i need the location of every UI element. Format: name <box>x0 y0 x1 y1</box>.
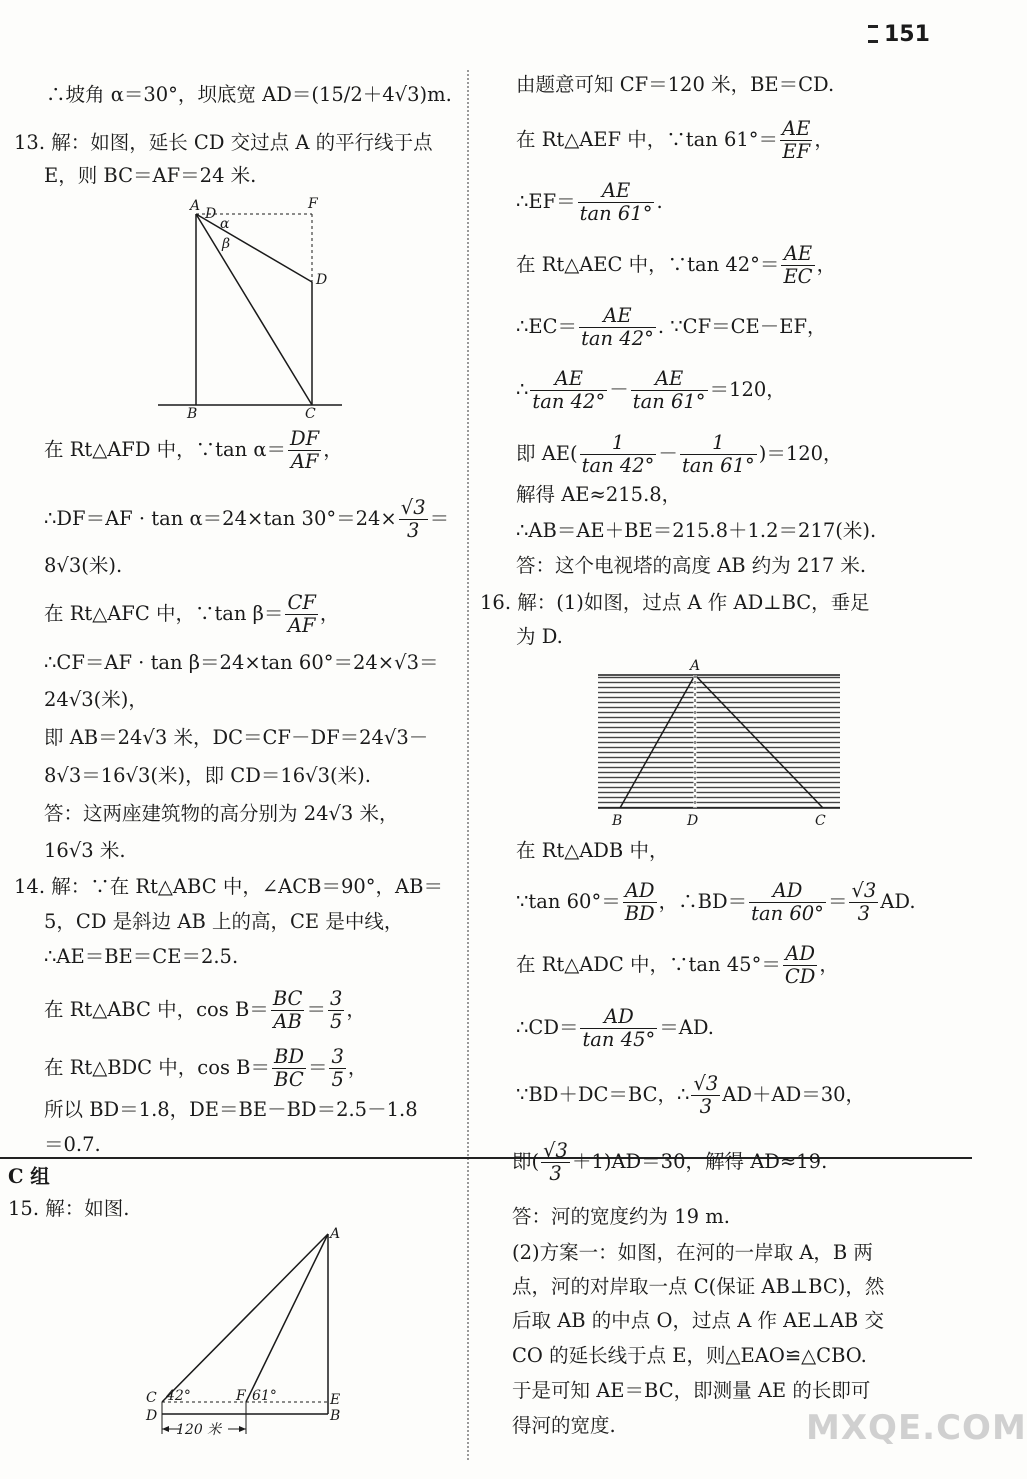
fig15-angle-42: 42° <box>166 1388 191 1404</box>
bd-den-2: tan 60° <box>751 902 824 925</box>
plan-line6: 得河的宽度. <box>512 1414 616 1437</box>
afc-end: ， <box>319 602 340 625</box>
adc-end: ， <box>819 953 839 976</box>
fig16-label-b: B <box>612 813 623 829</box>
afd-end: ， <box>323 438 343 461</box>
aec-num: AE <box>781 243 814 266</box>
bd-mid: ，∴BD＝ <box>658 890 748 913</box>
problem-13-heading: 13. 解：如图，延长 CD 交过点 A 的平行线于点 <box>14 131 433 154</box>
plan-line1: (2)方案一：如图，在河的一岸取 A，B 两 <box>512 1241 873 1264</box>
aef-end: ， <box>814 128 834 151</box>
afd-den: AF <box>290 450 319 473</box>
bd-eq: ＝ <box>827 890 848 913</box>
aec-tan-line <box>516 243 836 288</box>
df-den: 3 <box>406 519 420 542</box>
cd-text: ∴CD＝ <box>516 1016 579 1039</box>
cd-den: tan 45° <box>582 1028 656 1051</box>
fig16-label-a: A <box>690 658 701 674</box>
cos-abc-eq: ＝ <box>306 998 326 1021</box>
adc-num: AD <box>783 943 818 966</box>
aef-den: EF <box>782 140 811 163</box>
aef-tan-text: 在 Rt△AEF 中，∵tan 61°＝ <box>516 128 779 151</box>
factored-num-2: 1 <box>680 432 757 455</box>
adc-den: CD <box>784 965 816 988</box>
fig15-label-f: F <box>236 1388 246 1404</box>
aef-num: AE <box>782 117 811 140</box>
ef-end: . <box>656 190 663 213</box>
aec-fraction <box>781 243 814 288</box>
bd-fraction-2 <box>749 880 826 925</box>
problem-14-line2: 5，CD 是斜边 AB 上的高，CE 是中线， <box>44 910 404 933</box>
aef-tan-line <box>516 118 834 163</box>
figure-13 <box>150 192 350 422</box>
afc-fraction <box>285 592 317 637</box>
diff-fraction-1 <box>530 368 607 413</box>
afd-tan-line <box>44 428 343 473</box>
cos-abc-value <box>328 988 344 1033</box>
cos-bdc-eq: ＝ <box>307 1056 328 1079</box>
ec-den: tan 42° <box>581 327 654 350</box>
cos-abc-den: AB <box>273 1010 302 1033</box>
page-number: 151 <box>884 22 930 47</box>
ec-fraction <box>579 305 656 350</box>
adc-tan-text: 在 Rt△ADC 中，∵tan 45°＝ <box>516 953 781 976</box>
plan-line3: 后取 AB 的中点 O，过点 A 作 AE⊥AB 交 <box>512 1309 884 1332</box>
aec-den: EC <box>783 265 813 288</box>
factored-den-1: tan 42° <box>581 454 655 477</box>
factored-num-1: 1 <box>580 432 657 455</box>
aef-fraction <box>780 118 812 163</box>
df-line <box>44 497 449 542</box>
cos-abc-num: BC <box>272 987 303 1010</box>
factored-fraction-1 <box>580 432 657 477</box>
factored-start: 即 AE( <box>516 442 578 465</box>
answer-13-line2: 16√3 米. <box>44 839 126 862</box>
answer-16-1: 答：河的宽度约为 19 m. <box>512 1205 730 1228</box>
ec-end: . ∵CF＝CE－EF， <box>657 315 827 338</box>
bc-sum-line <box>516 1073 865 1118</box>
cd-num: AD <box>580 1006 657 1029</box>
ec-text: ∴EC＝ <box>516 315 578 338</box>
ab-line: 即 AB＝24√3 米，DC＝CF－DF＝24√3－ <box>44 726 429 749</box>
bc-sum-text: ∵BD＋DC＝BC，∴ <box>516 1083 690 1106</box>
factored-end: )＝120， <box>758 442 843 465</box>
problem-13-line2: E，则 BC＝AF＝24 米. <box>44 164 257 187</box>
adb-line: 在 Rt△ADB 中， <box>516 839 669 862</box>
fig16-label-c: C <box>815 813 826 829</box>
afc-tan-text: 在 Rt△AFC 中，∵tan β＝ <box>44 602 284 625</box>
cos-abc-value-den: 5 <box>329 1010 343 1033</box>
bd-fraction-1 <box>623 880 657 925</box>
cos-bdc-fraction <box>272 1046 306 1091</box>
fig13-label-c: C <box>305 406 316 422</box>
bd-den-1: BD <box>624 902 655 925</box>
afd-num: DF <box>290 427 320 450</box>
ef-den: tan 61° <box>579 202 653 225</box>
fig15-label-a: A <box>330 1226 341 1242</box>
fig15-label-d: D <box>146 1408 158 1424</box>
figure-16 <box>590 655 850 835</box>
afc-num: CF <box>287 591 316 614</box>
ad-solution-start: 即( <box>512 1150 540 1173</box>
diff-den-2: tan 61° <box>632 390 706 413</box>
cos-abc-text: 在 Rt△ABC 中，cos B＝ <box>44 998 269 1021</box>
diff-end: ＝120， <box>709 378 786 401</box>
adc-tan-line <box>516 943 839 988</box>
fig15-angle-61: 61° <box>252 1388 277 1404</box>
diff-den-1: tan 42° <box>532 390 606 413</box>
column-divider <box>467 70 469 1460</box>
bd-tan-text: ∵tan 60°＝ <box>516 890 621 913</box>
ab-total: ∴AB＝AE＋BE＝215.8＋1.2＝217(米). <box>516 519 877 542</box>
ae-result: 解得 AE≈215.8， <box>516 483 682 506</box>
ec-num: AE <box>579 305 656 328</box>
answer-13-line1: 答：这两座建筑物的高分别为 24√3 米， <box>44 802 399 825</box>
ef-text: ∴EF＝ <box>516 190 576 213</box>
df-num: √3 <box>400 496 426 519</box>
fig15-label-b: B <box>330 1408 341 1424</box>
plan-line4: CO 的延长线于点 E，则△EAO≌△CBO. <box>512 1344 867 1367</box>
ef-line <box>516 180 663 225</box>
afd-tan-text: 在 Rt△AFD 中，∵tan α＝ <box>44 438 287 461</box>
page-number-mark <box>868 25 878 43</box>
diff-num-1: AE <box>530 368 607 391</box>
answer-15: 答：这个电视塔的高度 AB 约为 217 米. <box>516 554 867 577</box>
cos-bdc-den: BC <box>274 1068 304 1091</box>
difference-equation <box>516 368 786 413</box>
adc-fraction <box>783 943 818 988</box>
cos-bdc-value-den: 5 <box>331 1068 344 1091</box>
cf-line: ∴CF＝AF · tan β＝24×tan 60°＝24×√3＝ <box>44 651 439 674</box>
bc-sum-end: AD＋AD＝30， <box>722 1083 866 1106</box>
problem-16-line2: 为 D. <box>516 625 563 648</box>
ec-line <box>516 305 827 350</box>
diff-num-2: AE <box>631 368 708 391</box>
figure-15 <box>140 1222 360 1447</box>
group-c-heading: C 组 <box>8 1165 50 1188</box>
plan-line5: 于是可知 AE＝BC，即测量 AE 的长即可 <box>512 1379 871 1402</box>
bc-sum-den: 3 <box>699 1095 713 1118</box>
cos-bdc-end: ， <box>347 1056 368 1079</box>
bc-sum-fraction <box>691 1073 720 1118</box>
fig13-label-d-small: D <box>205 206 217 222</box>
cd-end: ＝AD. <box>659 1016 714 1039</box>
cd-ad-line <box>516 1006 714 1051</box>
cos-bdc-value <box>329 1046 345 1091</box>
aec-tan-text: 在 Rt△AEC 中，∵tan 42°＝ <box>516 253 780 276</box>
ef-num: AE <box>578 180 655 203</box>
bd-de-line: 所以 BD＝1.8，DE＝BE－BD＝2.5－1.8 <box>44 1098 418 1121</box>
cos-bdc-text: 在 Rt△BDC 中，cos B＝ <box>44 1056 270 1079</box>
diff-minus: － <box>609 378 629 401</box>
bd-fraction-3 <box>849 880 878 925</box>
fig15-distance: 120 米 <box>176 1422 222 1438</box>
problem-16-heading: 16. 解：(1)如图，过点 A 作 AD⊥BC，垂足 <box>480 591 870 614</box>
problem-15-heading: 15. 解：如图. <box>8 1197 130 1220</box>
fig13-label-beta: β <box>222 236 231 252</box>
ef-fraction <box>578 180 655 225</box>
df-text: ∴DF＝AF · tan α＝24×tan 30°＝24× <box>44 507 397 530</box>
fig13-label-f: F <box>308 196 318 212</box>
bd-num-2: AD <box>749 880 826 903</box>
cos-bdc-line <box>44 1046 367 1091</box>
cos-abc-line <box>44 988 366 1033</box>
given-cf-line: 由题意可知 CF＝120 米，BE＝CD. <box>516 73 835 96</box>
fig15-label-e: E <box>330 1392 341 1408</box>
fig13-label-b: B <box>187 406 198 422</box>
factored-fraction-2 <box>680 432 757 477</box>
fig13-label-alpha: α <box>220 216 230 232</box>
factored-equation <box>516 432 843 477</box>
cos-bdc-num: BD <box>274 1045 304 1068</box>
diff-therefore: ∴ <box>516 378 529 401</box>
ad-solution-fraction <box>541 1140 570 1185</box>
df-fraction <box>399 497 428 542</box>
de-result: ＝0.7. <box>44 1133 101 1156</box>
slope-angle-line: ∴坡角 α＝30°，坝底宽 AD＝(15/2＋4√3)m. <box>46 83 452 106</box>
aec-end: ， <box>816 253 837 276</box>
watermark: MXQE.COM <box>806 1408 1027 1448</box>
bd-line <box>516 880 916 925</box>
cos-bdc-value-num: 3 <box>331 1045 344 1068</box>
factored-minus: － <box>658 442 678 465</box>
ad-solution-den: 3 <box>549 1162 562 1185</box>
cd-fraction <box>580 1006 657 1051</box>
bd-num-1: AD <box>623 880 657 903</box>
ad-solution-end: ＋1)AD＝30，解得 AD≈19. <box>571 1150 828 1173</box>
afd-fraction <box>288 428 321 473</box>
problem-14-line3: ∴AE＝BE＝CE＝2.5. <box>44 945 239 968</box>
diff-fraction-2 <box>631 368 708 413</box>
fig13-label-d: D <box>316 272 328 288</box>
df-end: ＝ <box>429 507 450 530</box>
ad-solution-line <box>512 1140 827 1185</box>
afc-tan-line <box>44 592 339 637</box>
df-result: 8√3(米). <box>44 554 123 577</box>
cos-abc-fraction <box>271 988 305 1033</box>
bd-den-3: 3 <box>857 902 871 925</box>
ad-solution-num: √3 <box>543 1139 568 1162</box>
bd-num-3: √3 <box>851 879 877 902</box>
cd-line: 8√3＝16√3(米)，即 CD＝16√3(米). <box>44 764 371 787</box>
cos-abc-value-num: 3 <box>329 987 343 1010</box>
fig15-label-c: C <box>146 1390 157 1406</box>
bd-end: AD. <box>880 890 916 913</box>
fig13-label-a: A <box>190 198 201 214</box>
fig16-label-d: D <box>687 813 699 829</box>
factored-den-2: tan 61° <box>681 454 755 477</box>
bc-sum-num: √3 <box>693 1072 719 1095</box>
cos-abc-end: ， <box>346 998 366 1021</box>
afc-den: AF <box>287 614 316 637</box>
cf-result: 24√3(米)， <box>44 688 148 711</box>
problem-14-heading: 14. 解：∵在 Rt△ABC 中，∠ACB＝90°，AB＝ <box>14 875 443 898</box>
plan-line2: 点，河的对岸取一点 C(保证 AB⊥BC)，然 <box>512 1275 885 1298</box>
